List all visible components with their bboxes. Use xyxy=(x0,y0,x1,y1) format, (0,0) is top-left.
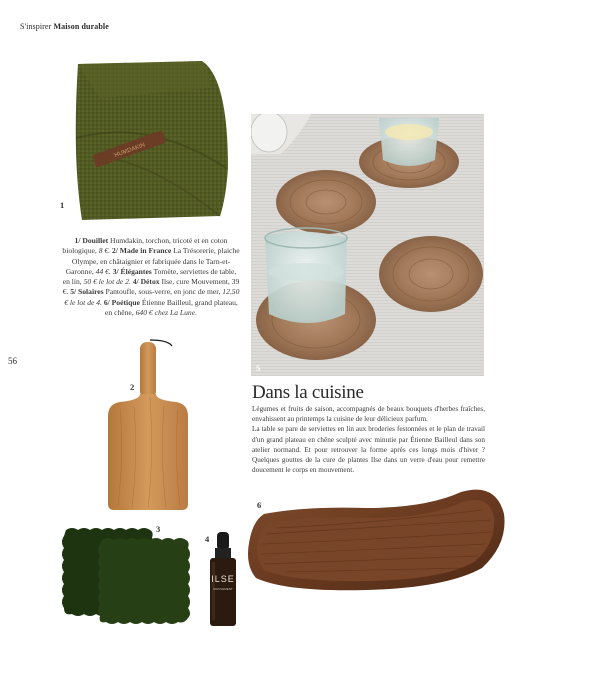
item-number-4: 4 xyxy=(205,534,210,544)
item-number-1: 1 xyxy=(60,200,65,210)
product-credits xyxy=(62,236,240,318)
credit-2-title: Made in France xyxy=(119,246,172,256)
credit-5-price: 12,50 € le lot de 4. xyxy=(64,287,240,307)
linen-napkins-image xyxy=(58,524,194,626)
credit-4-text: Ilse, cure Mouvement, 39 €. xyxy=(62,277,240,297)
coasters-photo xyxy=(251,114,484,376)
credit-6-num: 6/ xyxy=(101,297,110,307)
ilse-bottle-image xyxy=(206,530,240,628)
credit-2-text: La Trésorerie, plaiche Olympe, en châtaignier et fabriquée dans le Tarn-et-Garonne, xyxy=(65,246,240,276)
bottle-brand-text: ILSE xyxy=(211,574,235,584)
credit-1-title: Douillet xyxy=(82,236,109,245)
item-number-3: 3 xyxy=(156,524,161,534)
credit-2-num: 2/ xyxy=(110,246,118,256)
credit-1-text: Humdakin, torchon, tricoté et en coton biologique, xyxy=(62,236,228,256)
credit-2-price: 44 €. xyxy=(95,266,111,276)
credit-5-num: 5/ xyxy=(68,287,77,297)
credit-3-num: 3/ xyxy=(110,266,119,276)
credit-4-num: 4/ xyxy=(130,277,139,287)
credit-5-title: Solaires xyxy=(78,287,104,297)
item-number-5: 5 xyxy=(256,363,261,373)
bottle-sub-text: MOUVEMENT xyxy=(213,587,233,591)
item-number-6: 6 xyxy=(257,500,262,510)
credit-6-title: Poétique xyxy=(111,297,140,307)
article-paragraph-1: Légumes et fruits de saison, accompagnés de beaux bouquets d'herbes fraîches, envahissent au printemps la cuisine de leur délicieux parfum. xyxy=(252,405,485,424)
credit-3-price: 50 € le lot de 2. xyxy=(83,277,131,287)
credit-6-price: 640 € chez La Lune. xyxy=(135,308,197,318)
header-prefix: S'inspirer xyxy=(20,22,52,31)
running-header xyxy=(20,22,109,31)
credit-1-price: 8 €. xyxy=(98,246,111,256)
article-paragraph-2: La table se pare de serviettes en lin aux broderies festonnées et le plan de travail d'un grand plateau en chêne sculpté avec minutie par Étienne Bailleul dans son atelier normand. Et pour retrouver la forme après ces longs mois d'hiver ? Quelques gouttes de la cure de plantes Ilse dans un verre d'eau pour remettre doucement le corps en mouvement. xyxy=(252,425,485,475)
credit-3-text: Tomète, serviettes de table, en lin, xyxy=(62,266,237,287)
oak-board-image xyxy=(100,336,200,514)
oak-tray-image xyxy=(246,484,508,594)
credit-3-title: Élégantes xyxy=(120,266,152,276)
page-number: 56 xyxy=(8,356,17,366)
credit-6-text: Étienne Bailleul, grand plateau, en chêne, xyxy=(105,297,238,318)
credit-4-title: Détox xyxy=(140,277,160,287)
item-number-2: 2 xyxy=(130,382,135,392)
credit-5-text: Pantoufle, sous-verre, en jonc de mer, xyxy=(103,287,223,297)
towel-tag-text: HUMDAKIN xyxy=(113,142,146,159)
article-title: Dans la cuisine xyxy=(252,382,364,403)
header-section: Maison durable xyxy=(53,22,109,31)
knit-towel-image xyxy=(70,58,236,226)
credit-1-num: 1/ xyxy=(74,236,81,245)
article-body xyxy=(252,404,485,475)
